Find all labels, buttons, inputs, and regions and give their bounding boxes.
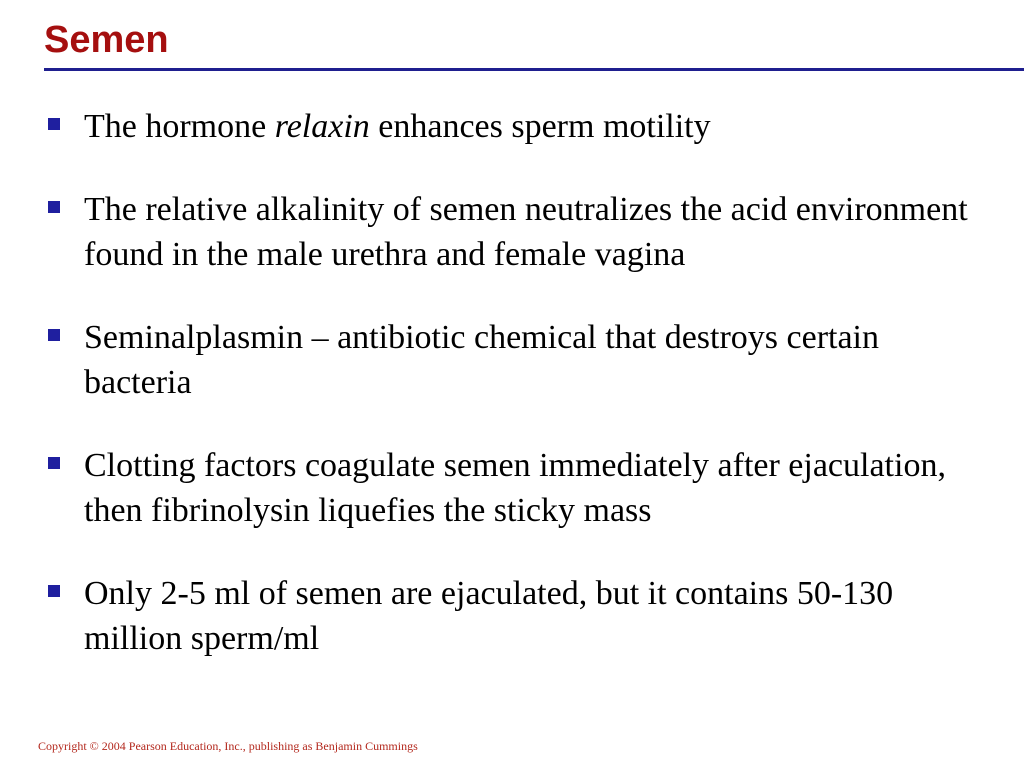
copyright-notice: Copyright © 2004 Pearson Education, Inc., publishing as Benjamin Cummings (38, 739, 418, 753)
bullet-item (44, 571, 994, 661)
square-bullet-icon (48, 201, 60, 213)
square-bullet-icon (48, 585, 60, 597)
bullet-text-before: The hormone (84, 108, 275, 145)
square-bullet-icon (48, 118, 60, 130)
bullet-text: Seminalplasmin – antibiotic chemical that destroys certain bacteria (84, 319, 879, 401)
bullet-text: Only 2-5 ml of semen are ejaculated, but it contains 50-130 million sperm/ml (84, 575, 894, 657)
slide-title: Semen (44, 19, 169, 61)
square-bullet-icon (48, 329, 60, 341)
bullet-item (44, 315, 994, 405)
bullet-text-emphasis: relaxin (274, 108, 370, 145)
title-divider (44, 68, 1024, 71)
bullet-text: The relative alkalinity of semen neutralizes the acid environment found in the male urethra and female vagina (84, 191, 968, 273)
bullet-text: Clotting factors coagulate semen immediately after ejaculation, then fibrinolysin liquefies the sticky mass (84, 447, 946, 529)
square-bullet-icon (48, 457, 60, 469)
bullet-list (44, 104, 994, 661)
bullet-text-after: enhances sperm motility (369, 108, 711, 145)
bullet-item (44, 104, 994, 149)
bullet-item (44, 187, 994, 277)
bullet-item (44, 443, 994, 533)
